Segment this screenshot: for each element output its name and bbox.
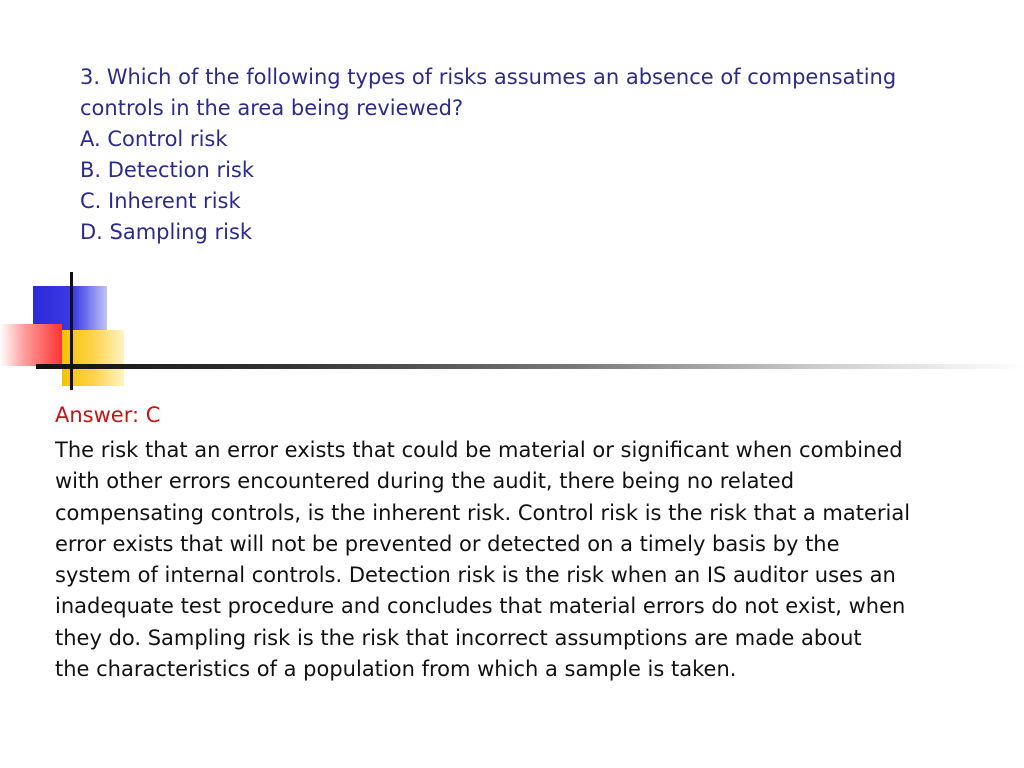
- vertical-divider-line: [70, 272, 73, 390]
- explanation-line-3: compensating controls, is the inherent risk. Control risk is the risk that a material: [55, 500, 911, 525]
- question-stem-line-1: 3. Which of the following types of risks assumes an absence of compensating: [80, 65, 897, 89]
- question-stem-line-2: controls in the area being reviewed?: [80, 96, 464, 120]
- decorative-divider: [0, 270, 1024, 400]
- explanation-line-4: error exists that will not be prevented or detected on a timely basis by the: [55, 531, 840, 556]
- explanation-line-5: system of internal controls. Detection risk is the risk when an IS auditor uses an: [55, 563, 896, 588]
- explanation-line-7: they do. Sampling risk is the risk that incorrect assumptions are made about: [55, 625, 862, 650]
- answer-block: [55, 400, 985, 685]
- red-bar-decoration: [0, 324, 62, 366]
- question-block: [80, 62, 980, 248]
- explanation-line-8: the characteristics of a population from which a sample is taken.: [55, 657, 737, 682]
- option-d: D. Sampling risk: [80, 220, 253, 244]
- answer-explanation: [55, 435, 985, 685]
- explanation-line-1: The risk that an error exists that could be material or significant when combined: [55, 438, 903, 462]
- option-a: A. Control risk: [80, 127, 228, 151]
- explanation-line-2: with other errors encountered during the audit, there being no related: [55, 469, 795, 494]
- horizontal-divider-line: [36, 364, 1024, 369]
- answer-label: Answer: C: [55, 403, 161, 427]
- explanation-line-6: inadequate test procedure and concludes that material errors do not exist, when: [55, 594, 906, 619]
- option-c: C. Inherent risk: [80, 189, 241, 213]
- option-b: B. Detection risk: [80, 158, 255, 182]
